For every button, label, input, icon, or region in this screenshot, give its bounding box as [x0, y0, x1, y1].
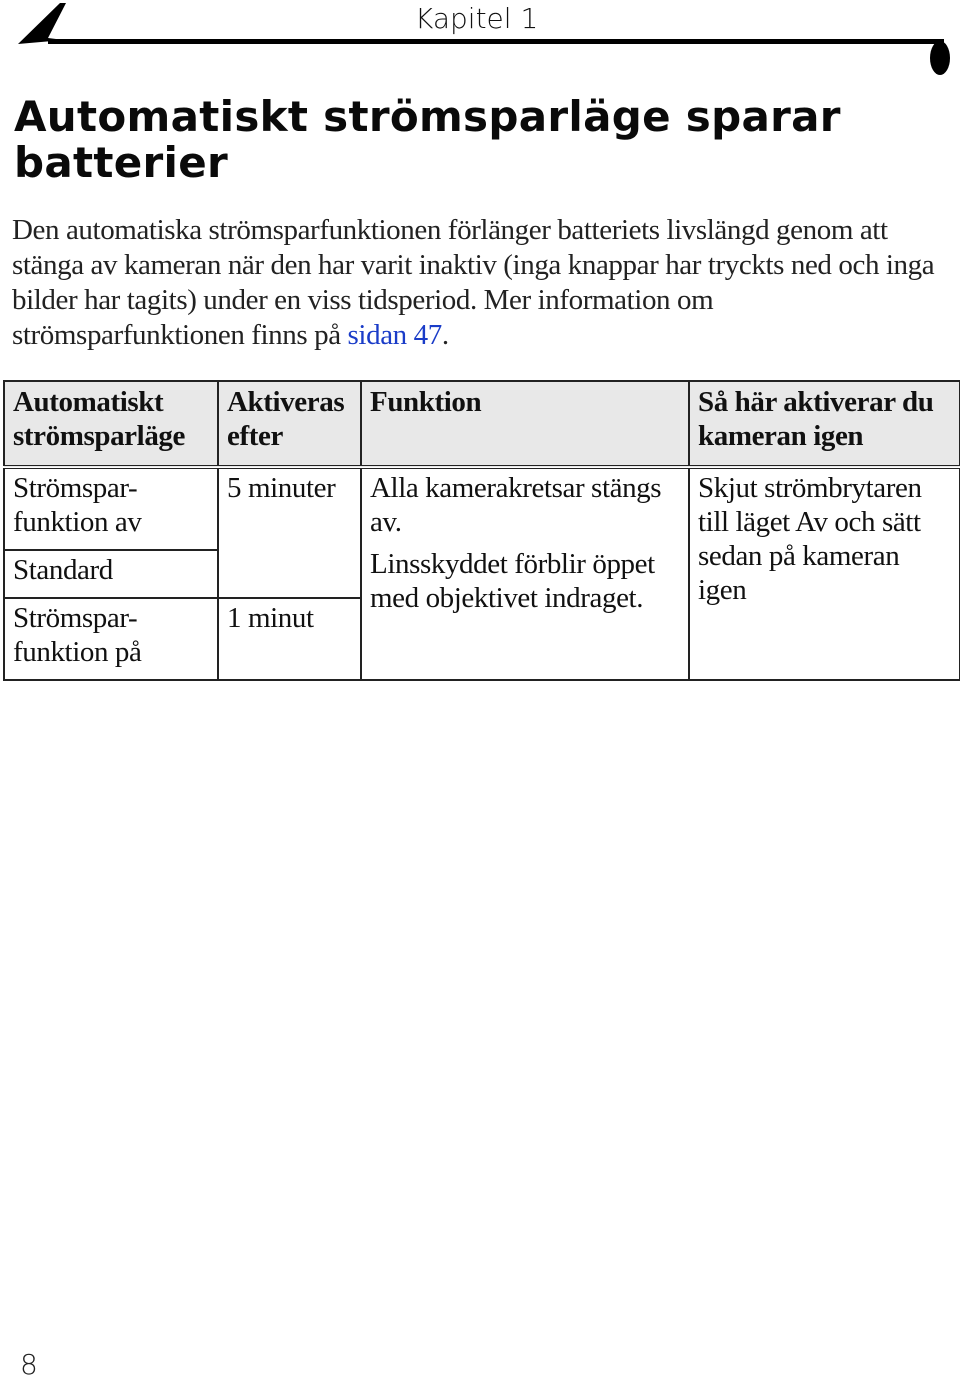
function-line: Linsskyddet förblir öppet med objektivet indraget. [370, 548, 655, 614]
header-reactivate: Så här aktiverar du kameran igen [689, 381, 960, 467]
table-row [4, 467, 960, 550]
header-wedge [18, 3, 66, 44]
header-mode: Automatiskt strömsparläge [4, 381, 218, 467]
section-title: Automatiskt strömsparläge sparar batterier [14, 92, 841, 187]
chapter-label: Kapitel 1 [415, 2, 539, 35]
page-reference-link[interactable]: sidan 47 [347, 319, 442, 351]
power-save-table [3, 380, 960, 681]
after-cell: 5 minuter [218, 467, 361, 550]
intro-end: . [441, 319, 449, 351]
mode-cell: Strömspar-funktion av [4, 467, 218, 550]
page-number: 8 [20, 1348, 38, 1381]
header-end-dot [930, 41, 950, 75]
mode-cell: Standard [4, 550, 218, 598]
after-cell [218, 550, 361, 598]
reactivate-cell: Skjut strömbrytaren till läget Av och sätt sedan på kameran igen [689, 467, 960, 680]
intro-paragraph [12, 213, 952, 353]
mode-cell: Strömspar-funktion på [4, 598, 218, 680]
table-header-row [4, 381, 960, 467]
intro-text: Den automatiska strömsparfunktionen förlänger batteriets livslängd genom att stänga av kameran när den har varit inaktiv (inga knappar har tryckts ned och inga bilder har tagits) under en viss tidsperiod. Mer information om strömsparfunktionen finns på [12, 214, 935, 351]
function-cell [361, 467, 689, 680]
header-activates-after: Aktiveras efter [218, 381, 361, 467]
function-line: Alla kamerakretsar stängs av. [370, 472, 662, 538]
header-line [48, 39, 944, 44]
header-function: Funktion [361, 381, 689, 467]
after-cell: 1 minut [218, 598, 361, 680]
